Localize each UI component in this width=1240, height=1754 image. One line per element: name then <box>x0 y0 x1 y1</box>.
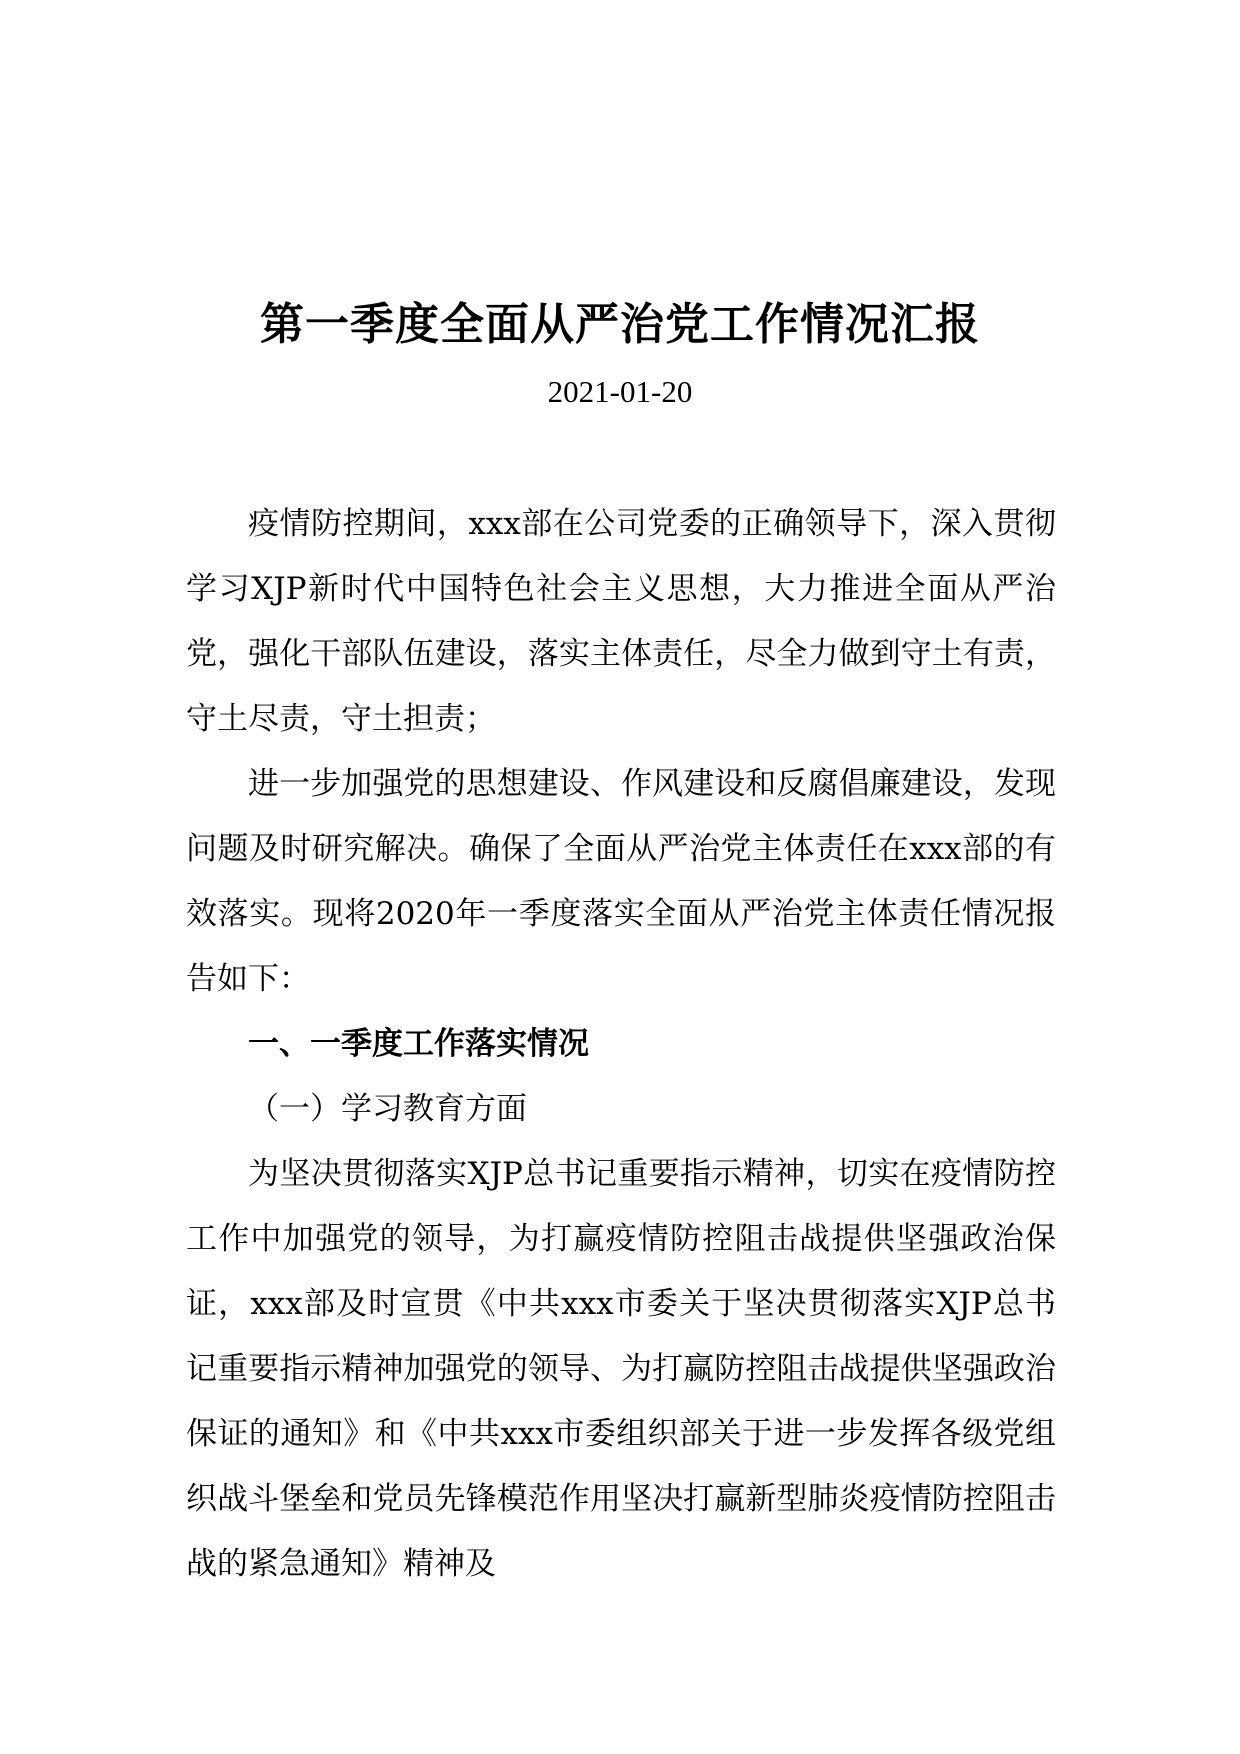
paragraph-intro: 疫情防控期间，xxx部在公司党委的正确领导下，深入贯彻学习XJP新时代中国特色社会主义思想，大力推进全面从严治党，强化干部队伍建设，落实主体责任，尽全力做到守土有责，守土尽责，守土担责； <box>186 506 1056 737</box>
paragraph-summary: 进一步加强党的思想建设、作风建设和反腐倡廉建设，发现问题及时研究解决。确保了全面从严治党主体责任在xxx部的有效落实。现将2020年一季度落实全面从严治党主体责任情况报告如下： <box>186 766 1056 997</box>
document-date: 2021-01-20 <box>547 374 693 409</box>
document-body <box>186 492 1056 1597</box>
document-title: 第一季度全面从严治党工作情况汇报 <box>260 299 980 350</box>
paragraph-study: 为坚决贯彻落实XJP总书记重要指示精神，切实在疫情防控工作中加强党的领导，为打赢疫情防控阻击战提供坚强政治保证，xxx部及时宣贯《中共xxx市委关于坚决贯彻落实XJP总书记重要指示精神加强党的领导、为打赢防控阻击战提供坚强政治保证的通知》和《中共xxx市委组织部关于进一步发挥各级党组织战斗堡垒和党员先锋模范作用坚决打赢新型肺炎疫情防控阻击战的紧急通知》精神及 <box>186 1156 1056 1582</box>
section-heading: 一、一季度工作落实情况 <box>248 1026 589 1062</box>
subsection-heading: （一）学习教育方面 <box>248 1091 527 1127</box>
